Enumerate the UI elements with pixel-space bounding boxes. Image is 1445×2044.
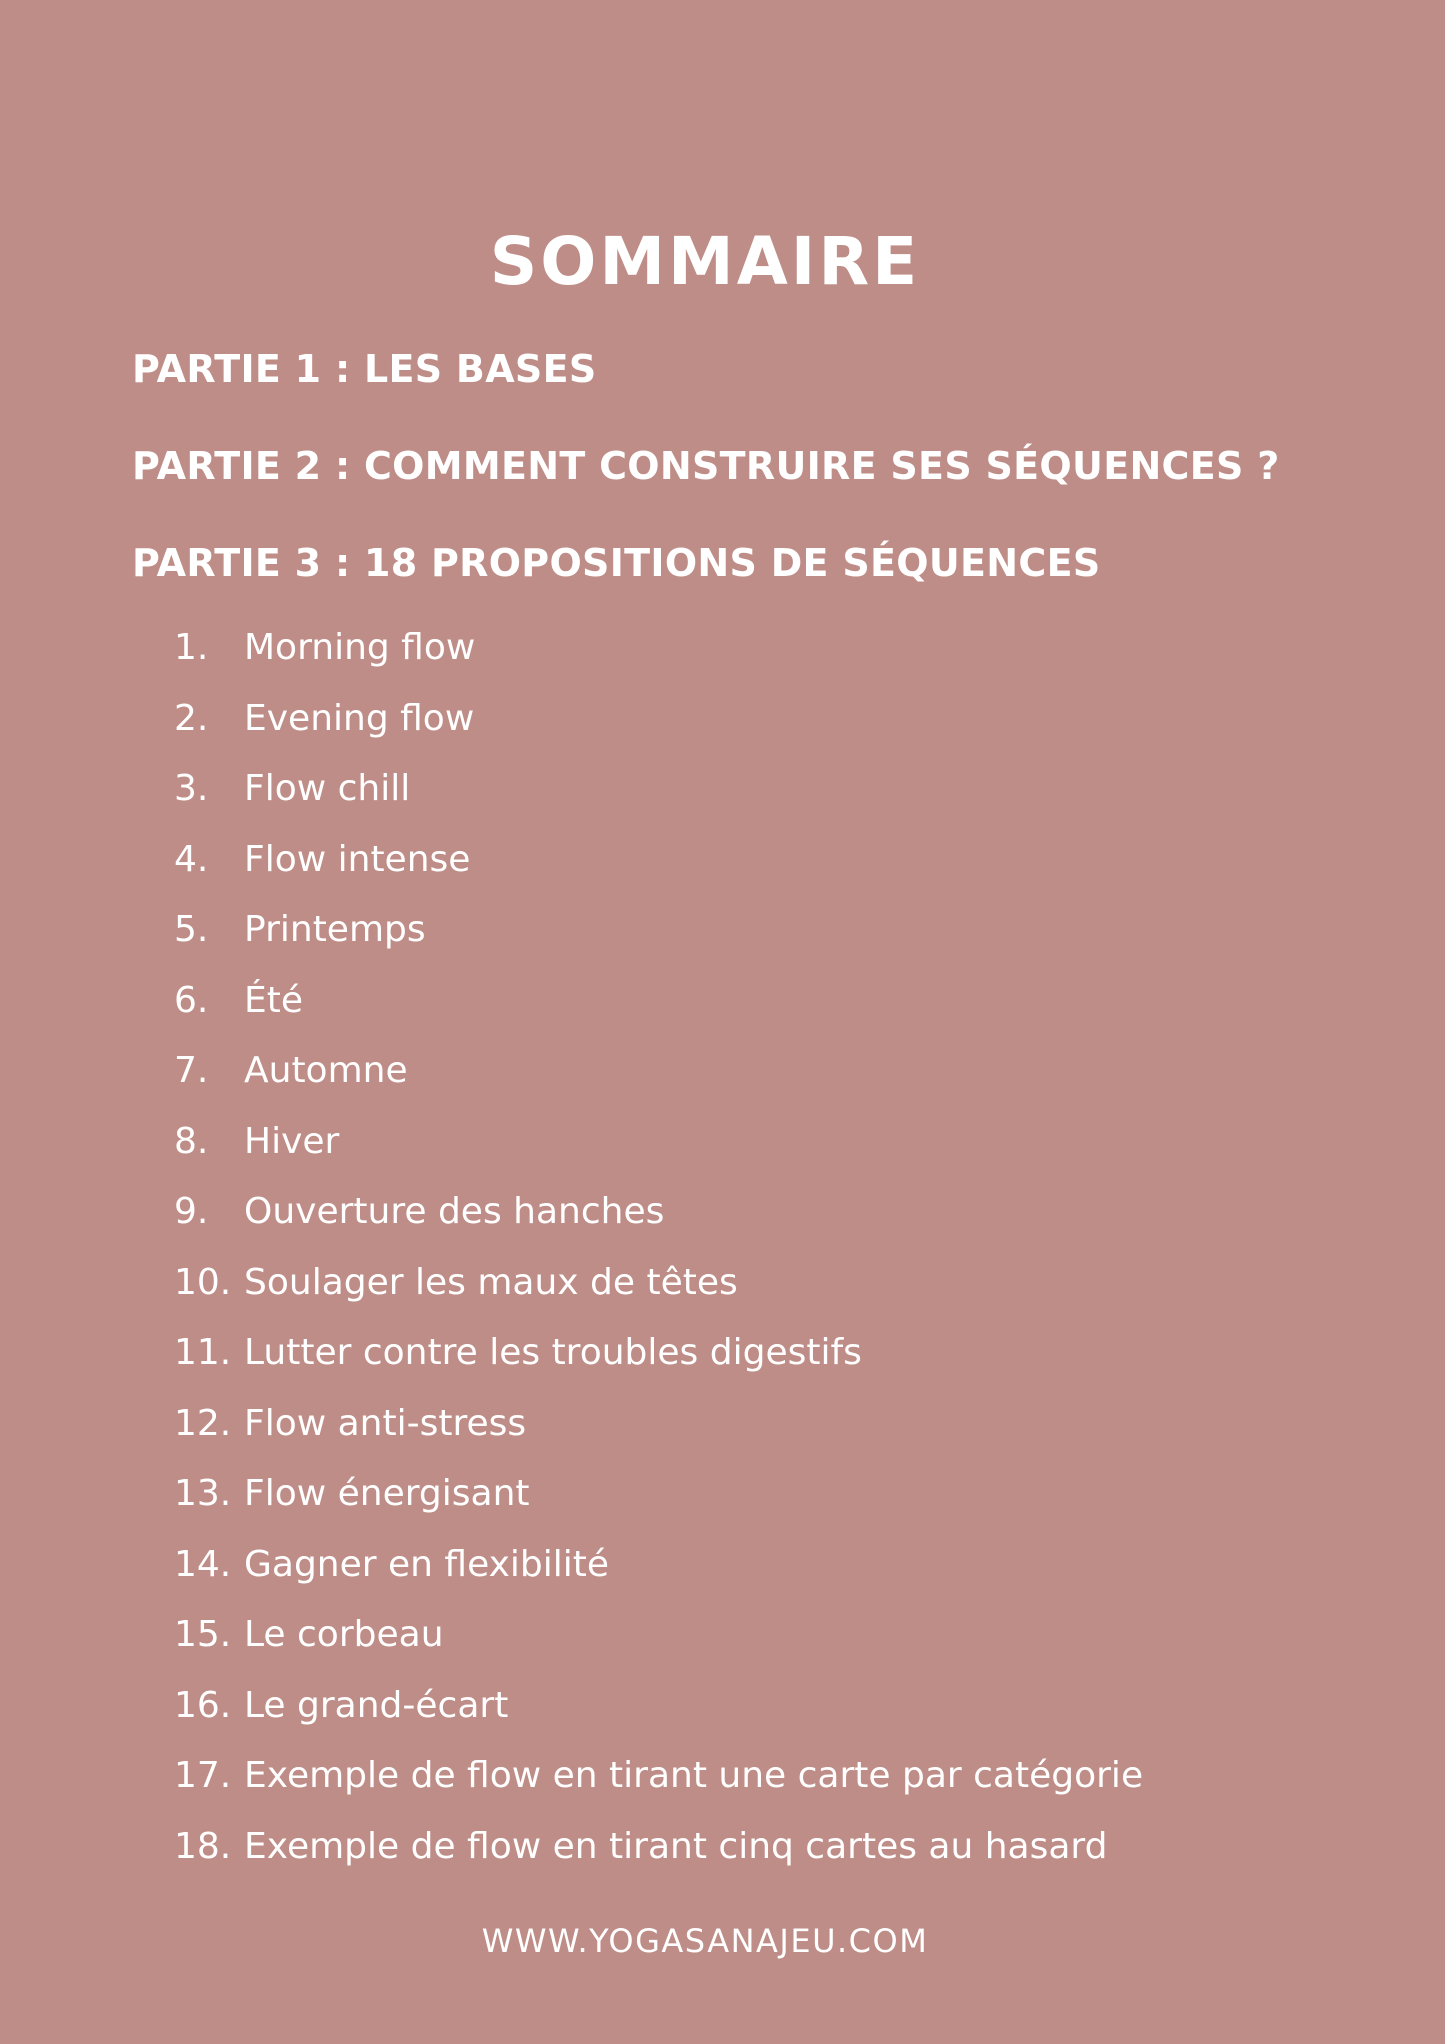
list-item-label: Le corbeau bbox=[244, 1614, 444, 1655]
list-item-number: 6. bbox=[174, 979, 209, 1021]
list-item-number: 9. bbox=[174, 1191, 209, 1232]
list-item-label: Morning flow bbox=[244, 627, 476, 668]
list-item bbox=[174, 1464, 1143, 1535]
list-item bbox=[174, 759, 1143, 830]
list-item bbox=[174, 1605, 1143, 1676]
list-item-number: 7. bbox=[174, 1050, 209, 1091]
list-item-label: Flow énergisant bbox=[244, 1473, 530, 1514]
list-item-number: 16. bbox=[174, 1684, 232, 1726]
list-item bbox=[174, 1746, 1143, 1817]
list-item-label: Ouverture des hanches bbox=[244, 1191, 665, 1232]
list-item bbox=[174, 830, 1143, 901]
list-item-label: Exemple de flow en tirant cinq cartes au hasard bbox=[244, 1825, 1108, 1867]
list-item bbox=[174, 1323, 1143, 1394]
list-item bbox=[174, 1676, 1143, 1747]
list-item bbox=[174, 689, 1143, 760]
list-item bbox=[174, 1394, 1143, 1465]
list-item-number: 11. bbox=[174, 1332, 232, 1373]
list-item-number: 17. bbox=[174, 1755, 232, 1796]
list-item-label: Flow intense bbox=[244, 838, 471, 880]
list-item-number: 14. bbox=[174, 1543, 232, 1585]
sequence-list bbox=[174, 618, 1143, 1887]
list-item bbox=[174, 1041, 1143, 1112]
list-item-number: 18. bbox=[174, 1825, 232, 1867]
page-title: SOMMAIRE bbox=[489, 223, 921, 301]
website-url[interactable]: WWW.YOGASANAJEU.COM bbox=[481, 1922, 929, 1960]
list-item-number: 15. bbox=[174, 1614, 232, 1655]
list-item-number: 2. bbox=[174, 697, 209, 739]
list-item-number: 8. bbox=[174, 1120, 209, 1162]
list-item-label: Été bbox=[244, 979, 304, 1021]
list-item bbox=[174, 1817, 1143, 1888]
list-item-label: Lutter contre les troubles digestifs bbox=[244, 1332, 862, 1373]
list-item-number: 5. bbox=[174, 909, 209, 950]
list-item-number: 13. bbox=[174, 1473, 232, 1514]
list-item-label: Exemple de flow en tirant une carte par catégorie bbox=[244, 1755, 1144, 1796]
list-item-label: Hiver bbox=[244, 1120, 340, 1162]
part-heading: PARTIE 1 : LES BASES bbox=[132, 347, 597, 391]
list-item-label: Evening flow bbox=[244, 697, 475, 739]
list-item-number: 4. bbox=[174, 838, 209, 880]
list-item-number: 12. bbox=[174, 1402, 232, 1444]
parts-list bbox=[132, 340, 1280, 631]
list-item-number: 1. bbox=[174, 627, 209, 668]
list-item-label: Flow anti-stress bbox=[244, 1402, 527, 1444]
list-item bbox=[174, 1182, 1143, 1253]
list-item-number: 10. bbox=[174, 1261, 232, 1303]
list-item bbox=[174, 1253, 1143, 1324]
list-item-label: Le grand-écart bbox=[244, 1684, 509, 1726]
list-item-number: 3. bbox=[174, 768, 209, 809]
list-item bbox=[174, 900, 1143, 971]
list-item-label: Gagner en flexibilité bbox=[244, 1543, 610, 1585]
list-item bbox=[174, 618, 1143, 689]
list-item bbox=[174, 1112, 1143, 1183]
list-item bbox=[174, 971, 1143, 1042]
list-item-label: Soulager les maux de têtes bbox=[244, 1261, 738, 1303]
list-item-label: Printemps bbox=[244, 909, 426, 950]
list-item-label: Automne bbox=[244, 1050, 408, 1091]
part-heading: PARTIE 3 : 18 PROPOSITIONS DE SÉQUENCES bbox=[132, 541, 1101, 585]
list-item bbox=[174, 1535, 1143, 1606]
list-item-label: Flow chill bbox=[244, 768, 411, 809]
part-heading: PARTIE 2 : COMMENT CONSTRUIRE SES SÉQUENCES ? bbox=[132, 444, 1280, 488]
